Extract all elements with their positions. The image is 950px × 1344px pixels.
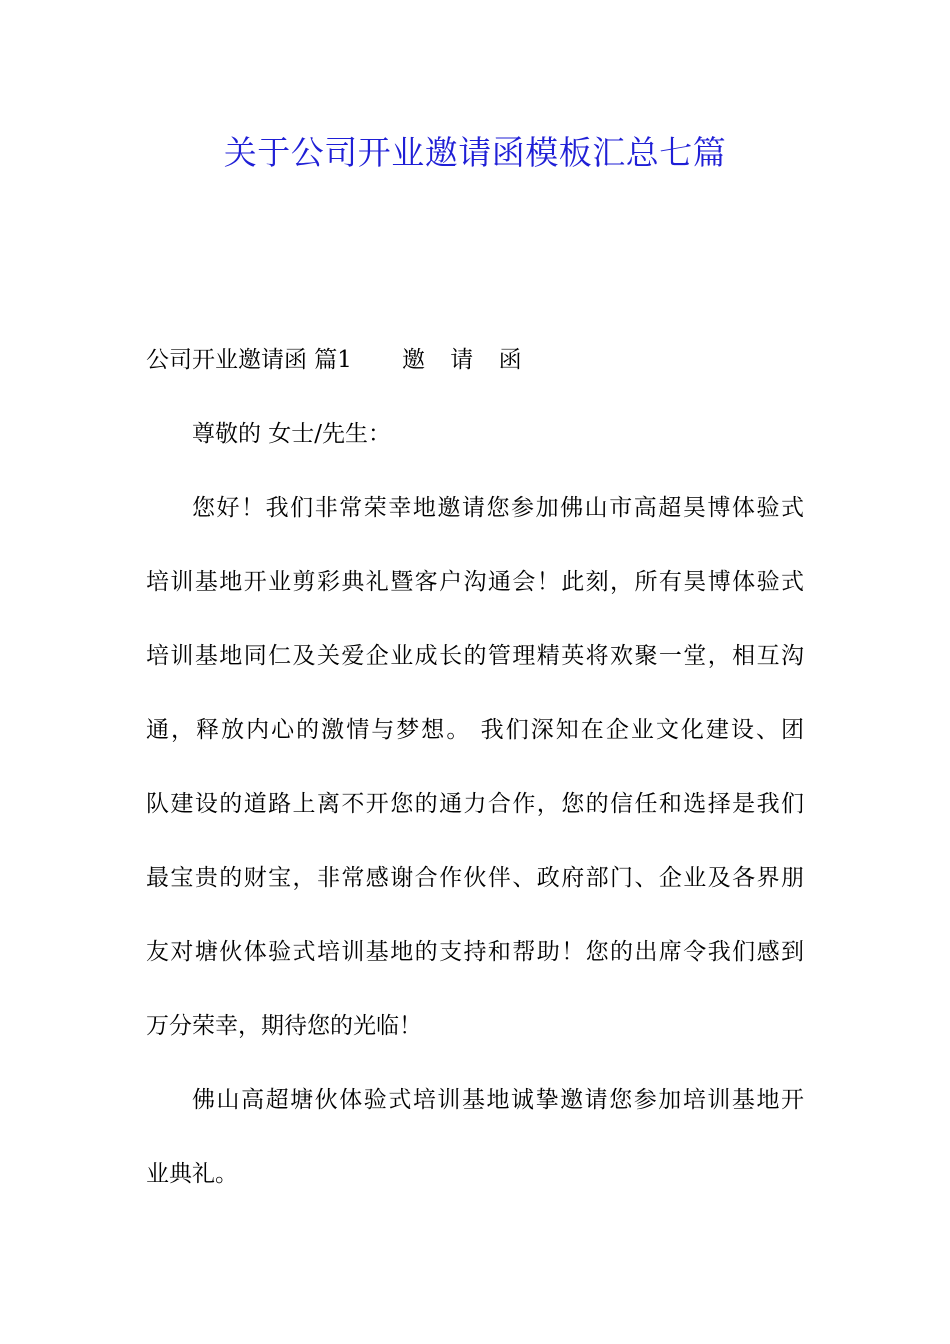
- body-line: 友对塘伙体验式培训基地的支持和帮助！您的出席令我们感到: [146, 939, 804, 965]
- document-body: [146, 335, 804, 1223]
- letter-title: 邀 请 函: [401, 347, 531, 373]
- closing-line: 业典礼。: [146, 1161, 238, 1187]
- closing-line: 佛山高超塘伙体验式培训基地诚挚邀请您参加培训基地开: [192, 1087, 804, 1113]
- document-title: 关于公司开业邀请函模板汇总七篇: [223, 133, 727, 172]
- body-line: 您好！我们非常荣幸地邀请您参加佛山市高超昊博体验式: [192, 495, 804, 521]
- body-line: 队建设的道路上离不开您的通力合作，您的信任和选择是我们: [146, 791, 804, 817]
- section-heading-line: [146, 335, 804, 409]
- body-line: 培训基地开业剪彩典礼暨客户沟通会！此刻，所有昊博体验式: [146, 569, 804, 595]
- body-line: 万分荣幸，期待您的光临！: [146, 1013, 422, 1039]
- body-line: 通，释放内心的激情与梦想。 我们深知在企业文化建设、团: [146, 717, 804, 743]
- body-line: 最宝贵的财宝，非常感谢合作伙伴、政府部门、企业及各界朋: [146, 865, 804, 891]
- section-heading: 公司开业邀请函 篇1: [146, 347, 352, 373]
- salutation: 尊敬的 女士/先生：: [192, 421, 392, 447]
- body-line: 培训基地同仁及关爱企业成长的管理精英将欢聚一堂，相互沟: [146, 643, 804, 669]
